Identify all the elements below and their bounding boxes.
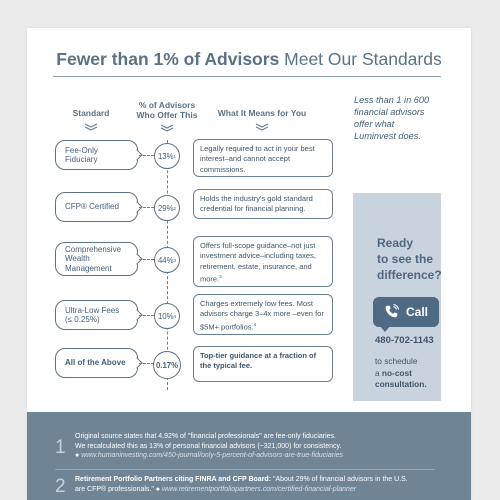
footnote-2 (55, 475, 435, 499)
title-bold: Fewer than 1% of Advisors (56, 49, 280, 69)
description-text: Legally required to act in your best interest–and cannot accept commissions. (200, 144, 315, 174)
footnote-quote: are CFP® professionals." (75, 485, 154, 493)
footnote-link-row[interactable]: ● www.humaninvesting.com/450-journal/only-5-percent-of-advisors-are-true-fiduciaries (75, 452, 344, 460)
column-header-percent (127, 100, 207, 120)
percent-value: 10% (157, 311, 174, 321)
description-text: Holds the industry's gold standard credential for financial planning. (200, 194, 313, 214)
description-box (193, 294, 333, 335)
chevron-down-icon (160, 124, 174, 132)
cta-heading (377, 235, 442, 283)
percent-value: 13% (157, 151, 174, 161)
percent-value: 0.17% (155, 360, 179, 370)
column-header-standard-text: Standard (72, 108, 110, 118)
schedule-text (375, 356, 427, 391)
footnote-ref: 4 (173, 313, 177, 319)
title-divider (53, 76, 441, 77)
description-box (193, 236, 333, 287)
footnote-ref: 1 (173, 153, 177, 159)
percent-value: 29% (157, 203, 174, 213)
footnote-1 (55, 432, 435, 464)
percent-badge (154, 143, 180, 169)
title-rest: Meet Our Standards (279, 49, 442, 69)
footnote-line: are CFP® professionals." ● www.retirementportfoliopartners.com/certified-financial-planner (75, 485, 357, 493)
footnote-quote: "About 29% of financial advisors in the U.S. (271, 476, 408, 483)
standard-all-of-the-above (55, 348, 138, 378)
description-box (193, 189, 333, 219)
standard-label: Wealth (65, 254, 90, 264)
standard-label: Fee-Only (65, 145, 98, 155)
chevron-down-icon (84, 123, 98, 131)
row-connector (139, 207, 154, 208)
footnote-link[interactable]: www.retirementportfoliopartners.com/certified-financial-planner (161, 485, 357, 493)
column-header-percent-line1: % of Advisors (138, 100, 196, 110)
cta-heading-line: to see the (377, 252, 434, 266)
description-text: Charges extremely low fees. Most advisors charge 3–4x more –even for $5M+ portfolios. (200, 299, 324, 332)
footnote-ref: 3 (219, 273, 222, 279)
schedule-pre: a (375, 367, 382, 378)
description-box (193, 346, 333, 382)
standard-label: All of the Above (65, 358, 126, 368)
column-header-meaning (207, 108, 317, 118)
footnote-line: We recalculated this as 13% of personal financial advisors (~321,000) for consistency. (75, 442, 342, 450)
column-header-meaning-text: What It Means for You (217, 108, 307, 118)
standard-label: Comprehensive (65, 244, 122, 254)
side-note: Less than 1 in 600 financial advisors offer what Luminvest does. (354, 95, 430, 141)
cta-panel (353, 193, 441, 401)
call-button-tail (379, 325, 391, 332)
row-connector (139, 315, 154, 316)
percent-value: 44% (157, 255, 174, 265)
row-connector (139, 259, 154, 260)
description-text: Top-tier guidance at a fraction of the typical fee. (200, 351, 317, 371)
call-button[interactable] (373, 297, 439, 327)
standard-comprehensive-wealth-management (55, 242, 138, 276)
flyer-page (27, 28, 471, 500)
call-button-label: Call (405, 305, 428, 319)
standard-label: Management (65, 263, 112, 273)
footnote-source: Retirement Portfolio Partners citing FINRA and CFP Board: (75, 476, 272, 483)
footnote-line: Original source states that 4.92% of "financial professionals" are fee-only fiduciaries. (75, 433, 336, 440)
row-connector (139, 363, 154, 364)
standard-cfp-certified (55, 192, 138, 222)
schedule-line (375, 368, 427, 380)
footnote-ref: 4 (253, 321, 257, 327)
footnote-ref: 2 (173, 205, 177, 211)
page-title (27, 49, 471, 70)
column-header-standard (65, 108, 117, 118)
row-connector (139, 155, 154, 156)
percent-badge (154, 247, 180, 273)
percent-badge (154, 303, 180, 329)
description-box (193, 139, 333, 177)
cta-heading-line: Ready (377, 236, 414, 250)
standard-label: Ultra-Low Fees (65, 305, 120, 315)
schedule-emphasis: no-cost (381, 367, 412, 378)
footnote-text (75, 432, 435, 461)
standard-label: (≤ 0.25%) (65, 315, 100, 324)
percent-badge (154, 195, 180, 221)
schedule-emphasis: consultation. (375, 379, 427, 389)
footnote-divider (55, 469, 435, 470)
column-header-percent-line2: Who Offer This (136, 110, 198, 120)
schedule-line (375, 379, 427, 391)
cta-heading-line: difference? (377, 268, 442, 282)
standard-ultra-low-fees (55, 300, 138, 330)
phone-number[interactable]: 480-702-1143 (375, 335, 434, 346)
footnote-link[interactable]: www.humaninvesting.com/450-journal/only-5-percent-of-advisors-are-true-fiduciaries (81, 452, 344, 460)
standard-label: Fiduciary (65, 155, 98, 164)
footnote-number: 2 (55, 476, 66, 497)
chevron-down-icon (255, 123, 269, 131)
footnote-text (75, 475, 435, 494)
phone-icon (384, 304, 400, 320)
standard-fee-only-fiduciary (55, 140, 138, 170)
standard-label: CFP® Certified (65, 202, 119, 212)
footnote-line (75, 475, 435, 485)
percent-badge (153, 351, 181, 379)
footnote-number: 1 (55, 437, 66, 458)
description-text: Offers full-scope guidance–not just investment advice–including taxes, retirement, estate, insurance, and more. (200, 241, 316, 284)
footnotes-section (27, 412, 471, 500)
schedule-line: to schedule (375, 356, 418, 366)
footnote-ref: 3 (173, 257, 177, 263)
